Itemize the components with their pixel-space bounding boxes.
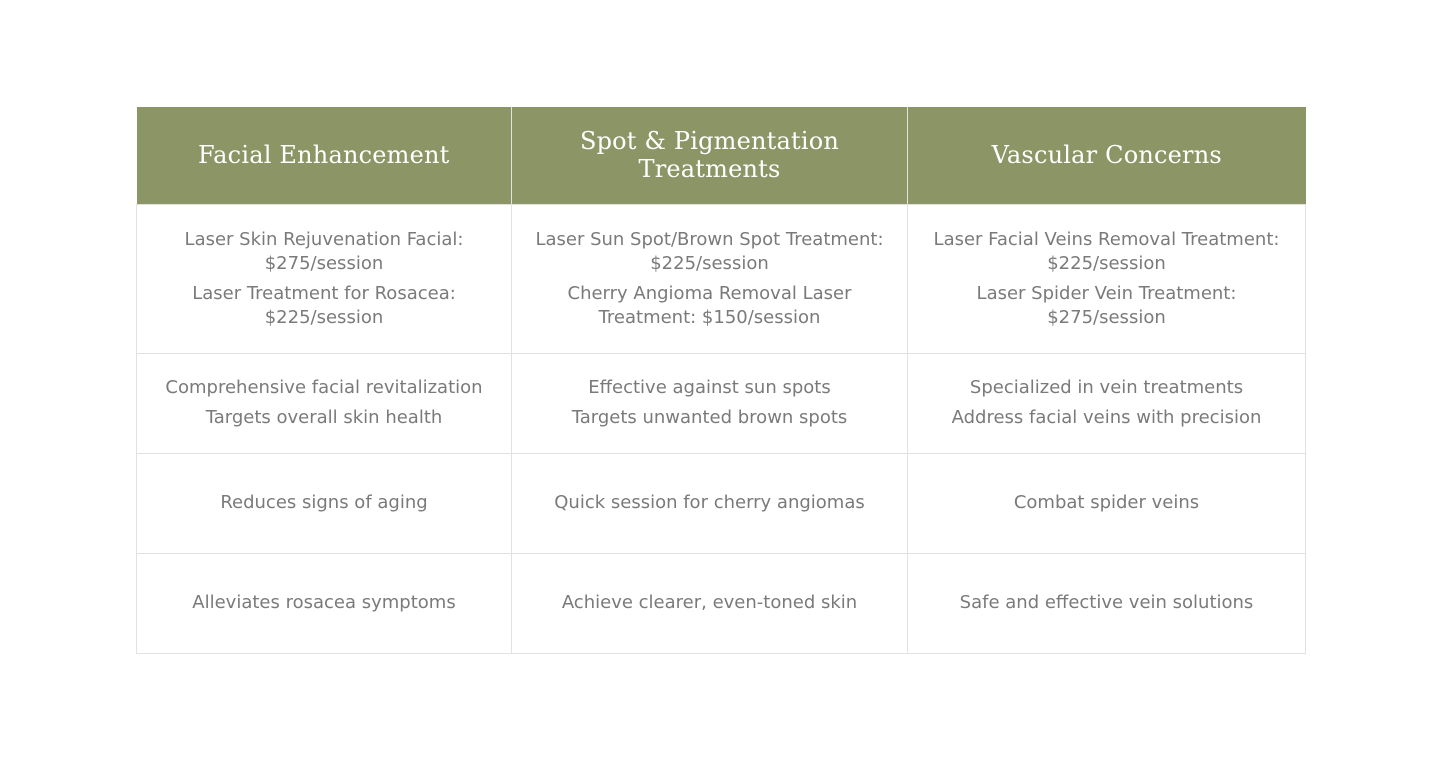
treatment-pricing-table bbox=[136, 107, 1306, 654]
feature-text: Effective against sun spots bbox=[588, 377, 831, 398]
table-row bbox=[137, 353, 1306, 453]
feature-text: Achieve clearer, even-toned skin bbox=[561, 592, 858, 613]
header-facial-enhancement: Facial Enhancement bbox=[137, 107, 512, 204]
header-vascular-concerns: Vascular Concerns bbox=[908, 107, 1306, 204]
table-cell bbox=[137, 453, 512, 553]
price-item: Laser Treatment for Rosacea: $225/session bbox=[192, 282, 456, 328]
table-row bbox=[137, 553, 1306, 653]
header-spot-pigmentation: Spot & Pigmentation Treatments bbox=[512, 107, 908, 204]
table-cell bbox=[137, 353, 512, 453]
feature-text: Alleviates rosacea symptoms bbox=[192, 592, 456, 613]
table-cell bbox=[908, 353, 1306, 453]
table-cell bbox=[512, 353, 908, 453]
table-row-prices bbox=[137, 204, 1306, 353]
price-item: Laser Sun Spot/Brown Spot Treatment: $225/session bbox=[535, 228, 884, 274]
table-cell bbox=[908, 453, 1306, 553]
table-row bbox=[137, 453, 1306, 553]
table-header-row bbox=[137, 107, 1306, 204]
feature-text: Safe and effective vein solutions bbox=[959, 592, 1254, 613]
feature-text: Specialized in vein treatments bbox=[969, 377, 1244, 398]
feature-text: Quick session for cherry angiomas bbox=[554, 492, 865, 513]
feature-text: Combat spider veins bbox=[1013, 492, 1200, 513]
table-cell bbox=[137, 204, 512, 353]
table-cell bbox=[512, 204, 908, 353]
feature-text: Targets overall skin health bbox=[205, 407, 443, 428]
feature-text: Address facial veins with precision bbox=[951, 407, 1262, 428]
table-cell bbox=[137, 553, 512, 653]
price-item: Laser Spider Vein Treatment: $275/session bbox=[976, 282, 1237, 328]
price-item: Laser Facial Veins Removal Treatment: $225/session bbox=[933, 228, 1280, 274]
table-cell bbox=[908, 204, 1306, 353]
feature-text: Targets unwanted brown spots bbox=[571, 407, 848, 428]
table-cell bbox=[908, 553, 1306, 653]
feature-text: Reduces signs of aging bbox=[220, 492, 428, 513]
table-cell bbox=[512, 553, 908, 653]
price-item: Laser Skin Rejuvenation Facial: $275/session bbox=[184, 228, 464, 274]
feature-text: Comprehensive facial revitalization bbox=[165, 377, 483, 398]
table-cell bbox=[512, 453, 908, 553]
price-item: Cherry Angioma Removal Laser Treatment: $150/session bbox=[567, 282, 852, 328]
